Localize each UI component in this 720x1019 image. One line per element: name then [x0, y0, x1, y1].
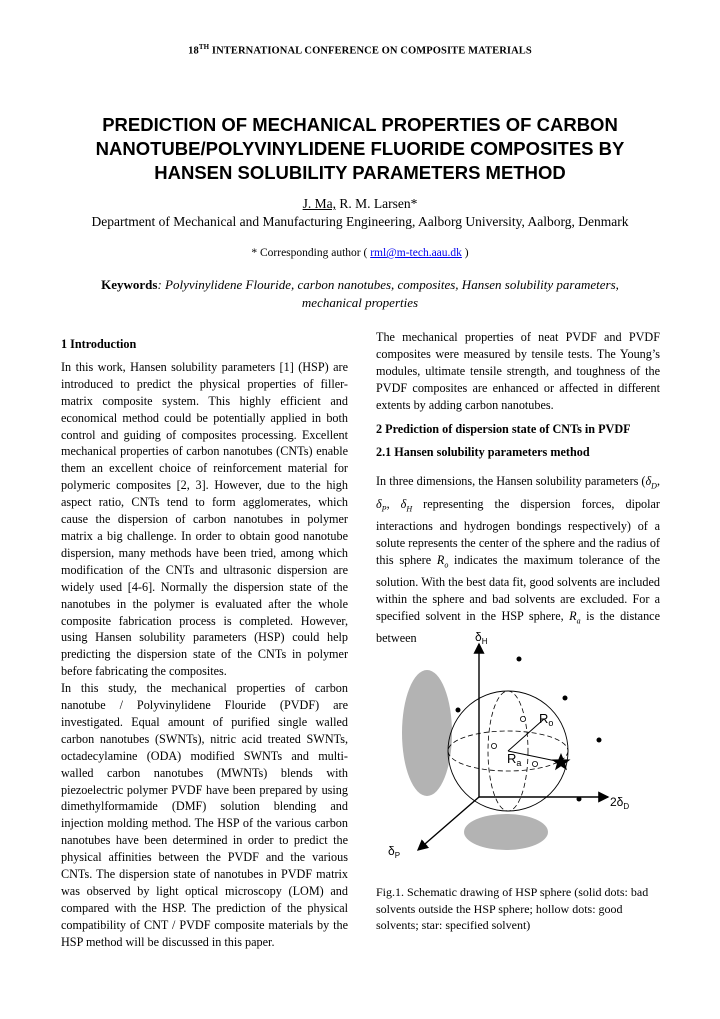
title-line-3: HANSEN SOLUBILITY PARAMETERS METHOD [154, 162, 566, 183]
other-authors: R. M. Larsen* [336, 196, 418, 211]
ro-label: $R_o$ [539, 711, 554, 728]
right-paragraph-1: The mechanical properties of neat PVDF and PVDF composites were measured by tensile tests. The Young’s modules, ultimate tensile strength, and toughness of the PVDF composites are enhanced or affected in different extents by adding carbon nanotubes. [376, 330, 660, 412]
intro-paragraph-2: In this study, the mechanical properties of carbon nanotube / Polyvinylidene Flouride (PVDF) are investigated. Equal amount of purified single walled carbon nanotubes (SWNTs), nitric acid treated SWNTs, octadecylamine (ODA) modified SWNTs and multi-walled carbon nanotubes (MWNTs) blends with piezoelectric polymer PVDF have been prepared by using dimethylformamide (DMF) solution blending and injection molding method. The HSP of the various carbon nanotubes have been determined in order to predict the physical affinities between the PVDF and the various CNTs. The dispersion state of nanotubes in PVDF matrix was observed by light optical microscopy (LOM) and compared with the HSP. The prediction of the physical compatibility of CNT / PVDF composite materials by the HSP method will be discussed in this paper. [61, 681, 348, 949]
corresponding-prefix: * Corresponding author ( [251, 247, 371, 259]
axis-h-label: $\delta_H$ [475, 632, 488, 646]
first-author: J. Ma, [302, 196, 336, 211]
ra-symbol: R [569, 609, 577, 623]
hsp-text-d: is the distance between [376, 609, 660, 646]
keywords [100, 276, 620, 312]
keywords-text: : Polyvinylidene Flouride, carbon nanotubes, composites, Hansen solubility parameters, mechanical properties [157, 277, 619, 310]
hsp-text-b: representing the dispersion forces, dipolar interactions and hydrogen bondings respectively) of a solute represents the center of the sphere and the radius of this sphere [376, 496, 660, 567]
email-link[interactable]: rml@m-tech.aau.dk [370, 247, 462, 259]
title-line-2: NANOTUBE/POLYVINYLIDENE FLUORIDE COMPOSITES BY [95, 138, 625, 159]
bad-solvent-dot [517, 657, 522, 662]
good-solvent-dot [532, 761, 537, 766]
bad-solvent-dot [563, 696, 568, 701]
section-heading-introduction: 1 Introduction [61, 337, 137, 351]
delta-d-symbol: δ [645, 474, 652, 489]
hsp-text-a: In three dimensions, the Hansen solubility parameters ( [376, 474, 646, 489]
delta-d-subscript: D [651, 481, 657, 491]
hsp-sphere-figure [376, 632, 660, 882]
hsp-comma-2: , [386, 496, 401, 511]
section-heading-2-1: 2.1 Hansen solubility parameters method [376, 445, 590, 460]
delta-h-subscript: H [406, 504, 413, 514]
ro-symbol: R [436, 552, 445, 567]
bad-solvent-dot [456, 708, 461, 713]
bad-solvent-dot [597, 738, 602, 743]
delta-p-subscript: P [381, 504, 387, 514]
good-solvent-dot [520, 716, 525, 721]
bad-solvent-dot [577, 797, 582, 802]
hsp-comma-1: , [656, 474, 660, 489]
right-column [376, 329, 660, 647]
authors [0, 196, 720, 212]
intro-paragraph-1: In this work, Hansen solubility parameters [1] (HSP) are introduced to predict the physical properties of filler-matrix composite system. This highly efficient and economical method could be potentially applied in both control and guiding of composites processing. Excellent mechanical properties of carbon nanotubes (CNTs) enable them an excellent choice of reinforcement material for polymeric composites [2, 3]. However, due to the high aspect ratio, CNTs tend to form agglomerates, which cause the dispersion of carbon nanotubes in polymer matrix a big challenge. In order to obtain good nanotube dispersion, many methods have been tried, among which modification of the CNTs and ultrasonic dispersion are widely used [4-6]. Normally the dispersion state of the nanotubes in the polymer is evaluated after the whole composite fabrication process is completed. However, using Hansen solubility parameters (HSP) could help predicting the dispersion state of the CNTs in polymer before fabricating the composites. [61, 359, 348, 679]
hsp-paragraph [376, 473, 660, 647]
affiliation: Department of Mechanical and Manufacturing Engineering, Aalborg University, Aalborg, Denmark [91, 214, 629, 229]
ro-subscript: o [444, 560, 449, 570]
corresponding-suffix: ) [461, 247, 469, 259]
conference-header [0, 43, 720, 57]
good-solvent-dot [491, 743, 496, 748]
axis-p-label: $\delta_P$ [388, 844, 401, 860]
hsp-text-c: indicates the maximum tolerance of the solution. With the best data fit, good solvents are included within the sphere and bad solvents are excluded. For a specified solvent in the HSP sphere, [376, 552, 661, 623]
axis-d-label: $2\delta_D$ [610, 795, 630, 811]
projection-ellipse-horizontal [464, 814, 548, 850]
projection-ellipse-vertical [402, 670, 452, 796]
delta-h-symbol: δ [400, 496, 407, 511]
figure-caption: Fig.1. Schematic drawing of HSP sphere (solid dots: bad solvents outside the HSP sphere; hollow dots: good solvents; star: specified solvent) [376, 885, 649, 932]
keywords-label: Keywords [101, 277, 158, 292]
corresponding-author [0, 247, 720, 259]
ra-label: $R_a$ [507, 751, 522, 768]
conference-ordinal: 18 [188, 45, 199, 57]
title-line-1: PREDICTION OF MECHANICAL PROPERTIES OF CARBON [102, 114, 618, 135]
left-column [61, 336, 348, 951]
conference-ordinal-suffix: TH [198, 43, 210, 51]
paper-title [60, 113, 660, 185]
ra-subscript: a [576, 616, 581, 626]
section-heading-2: 2 Prediction of dispersion state of CNTs in PVDF [376, 421, 631, 436]
delta-p-symbol: δ [376, 496, 382, 511]
conference-name: INTERNATIONAL CONFERENCE ON COMPOSITE MATERIALS [209, 45, 532, 57]
